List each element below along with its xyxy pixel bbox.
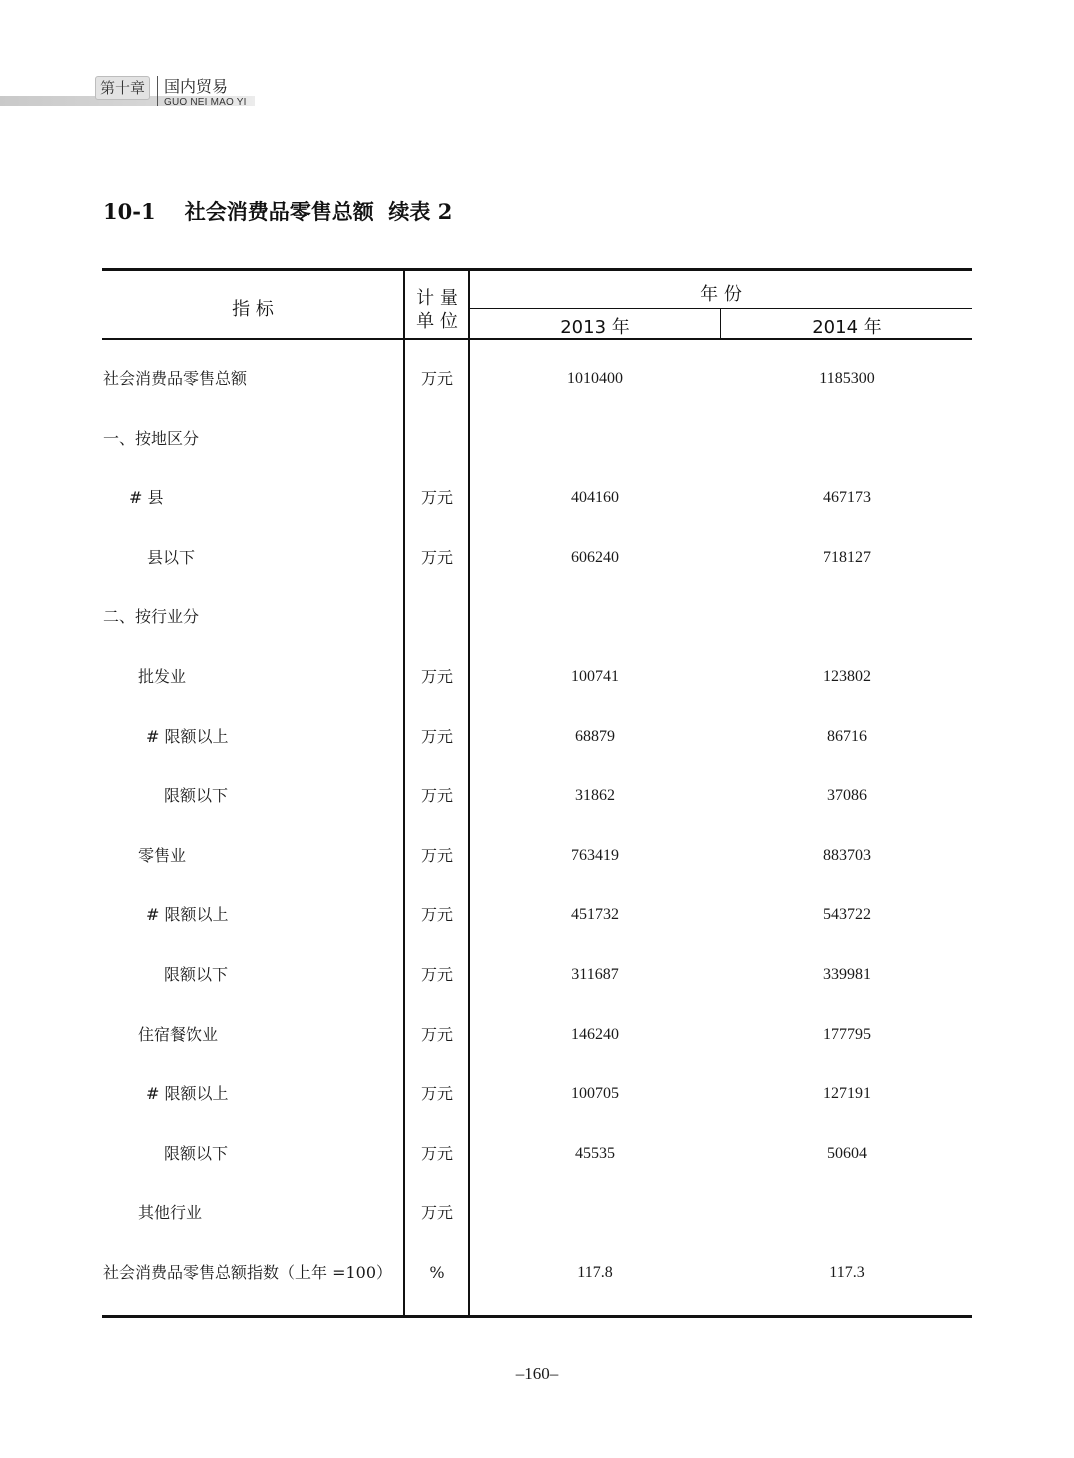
row-unit: 万元	[420, 488, 453, 507]
row-unit: 万元	[420, 727, 453, 746]
row-label: # 限额以上	[146, 905, 229, 924]
row-label: 一、按地区分	[103, 429, 200, 448]
unit-header-line1: 计 量	[416, 288, 458, 309]
row-value-2014: 718127	[823, 549, 871, 566]
row-value-2013	[470, 427, 720, 451]
row-value-2013: 100705	[571, 1085, 619, 1102]
chapter-pinyin: GUO NEI MAO YI	[164, 97, 247, 108]
year-group-header: 年 份	[700, 284, 742, 305]
year-divider-line	[720, 309, 721, 339]
row-label: # 县	[129, 488, 164, 507]
row-value-2014: 37086	[827, 787, 867, 804]
row-value-2013: 146240	[571, 1026, 619, 1043]
indicator-header: 指 标	[232, 299, 274, 320]
row-label: 社会消费品零售总额指数（上年 =100）	[103, 1263, 393, 1282]
row-label: 县以下	[147, 548, 196, 567]
row-value-2013: 404160	[571, 489, 619, 506]
year-2013-header: 2013 年	[560, 317, 630, 338]
page-number: –160–	[515, 1364, 559, 1383]
row-value-2014: 50604	[827, 1145, 867, 1162]
unit-header-line2: 单 位	[416, 311, 458, 332]
row-value-2014	[722, 1201, 972, 1225]
row-unit: 万元	[420, 1144, 453, 1163]
row-value-2013: 451732	[571, 906, 619, 923]
row-unit: %	[429, 1263, 445, 1282]
row-unit: 万元	[420, 667, 453, 686]
row-value-2013: 311687	[571, 966, 619, 983]
row-unit: 万元	[420, 786, 453, 805]
row-value-2014: 117.3	[829, 1264, 865, 1281]
row-value-2013	[470, 1201, 720, 1225]
row-unit: 万元	[420, 1203, 453, 1222]
row-label: # 限额以上	[146, 727, 229, 746]
row-label: 社会消费品零售总额	[103, 369, 248, 388]
top-rule	[102, 268, 972, 271]
row-value-2013: 31862	[575, 787, 615, 804]
row-value-2013: 1010400	[567, 370, 623, 387]
row-value-2014: 123802	[823, 668, 871, 685]
row-label: # 限额以上	[146, 1084, 229, 1103]
row-unit: 万元	[420, 846, 453, 865]
bottom-rule	[102, 1315, 972, 1318]
row-unit: 万元	[420, 369, 453, 388]
row-value-2014: 467173	[823, 489, 871, 506]
row-label: 住宿餐饮业	[138, 1025, 219, 1044]
row-value-2014	[722, 427, 972, 451]
row-label: 零售业	[138, 846, 187, 865]
row-value-2013: 763419	[571, 847, 619, 864]
row-value-2013: 45535	[575, 1145, 615, 1162]
row-value-2013	[470, 605, 720, 629]
row-label: 限额以下	[164, 1144, 229, 1163]
row-value-2014: 86716	[827, 728, 867, 745]
row-unit: 万元	[420, 965, 453, 984]
row-value-2013: 606240	[571, 549, 619, 566]
row-unit: 万元	[420, 905, 453, 924]
row-value-2014: 543722	[823, 906, 871, 923]
row-value-2014: 339981	[823, 966, 871, 983]
row-unit: 万元	[420, 548, 453, 567]
row-label: 二、按行业分	[103, 607, 200, 626]
row-label: 限额以下	[164, 786, 229, 805]
row-unit: 万元	[420, 1025, 453, 1044]
row-label: 其他行业	[138, 1203, 203, 1222]
row-unit	[405, 605, 469, 629]
header-separator	[157, 76, 158, 106]
row-value-2014	[722, 605, 972, 629]
table-title: 10-1 社会消费品零售总额 续表 2	[103, 199, 453, 224]
row-value-2014: 1185300	[819, 370, 875, 387]
row-unit	[405, 427, 469, 451]
row-value-2014: 177795	[823, 1026, 871, 1043]
row-value-2014: 127191	[823, 1085, 871, 1102]
row-unit: 万元	[420, 1084, 453, 1103]
chapter-title: 国内贸易	[164, 77, 229, 96]
row-value-2013: 100741	[571, 668, 619, 685]
row-value-2014: 883703	[823, 847, 871, 864]
year-2014-header: 2014 年	[812, 317, 882, 338]
row-value-2013: 68879	[575, 728, 615, 745]
chapter-badge: 第十章	[95, 76, 150, 100]
row-value-2013: 117.8	[577, 1264, 613, 1281]
row-label: 限额以下	[164, 965, 229, 984]
row-label: 批发业	[138, 667, 187, 686]
